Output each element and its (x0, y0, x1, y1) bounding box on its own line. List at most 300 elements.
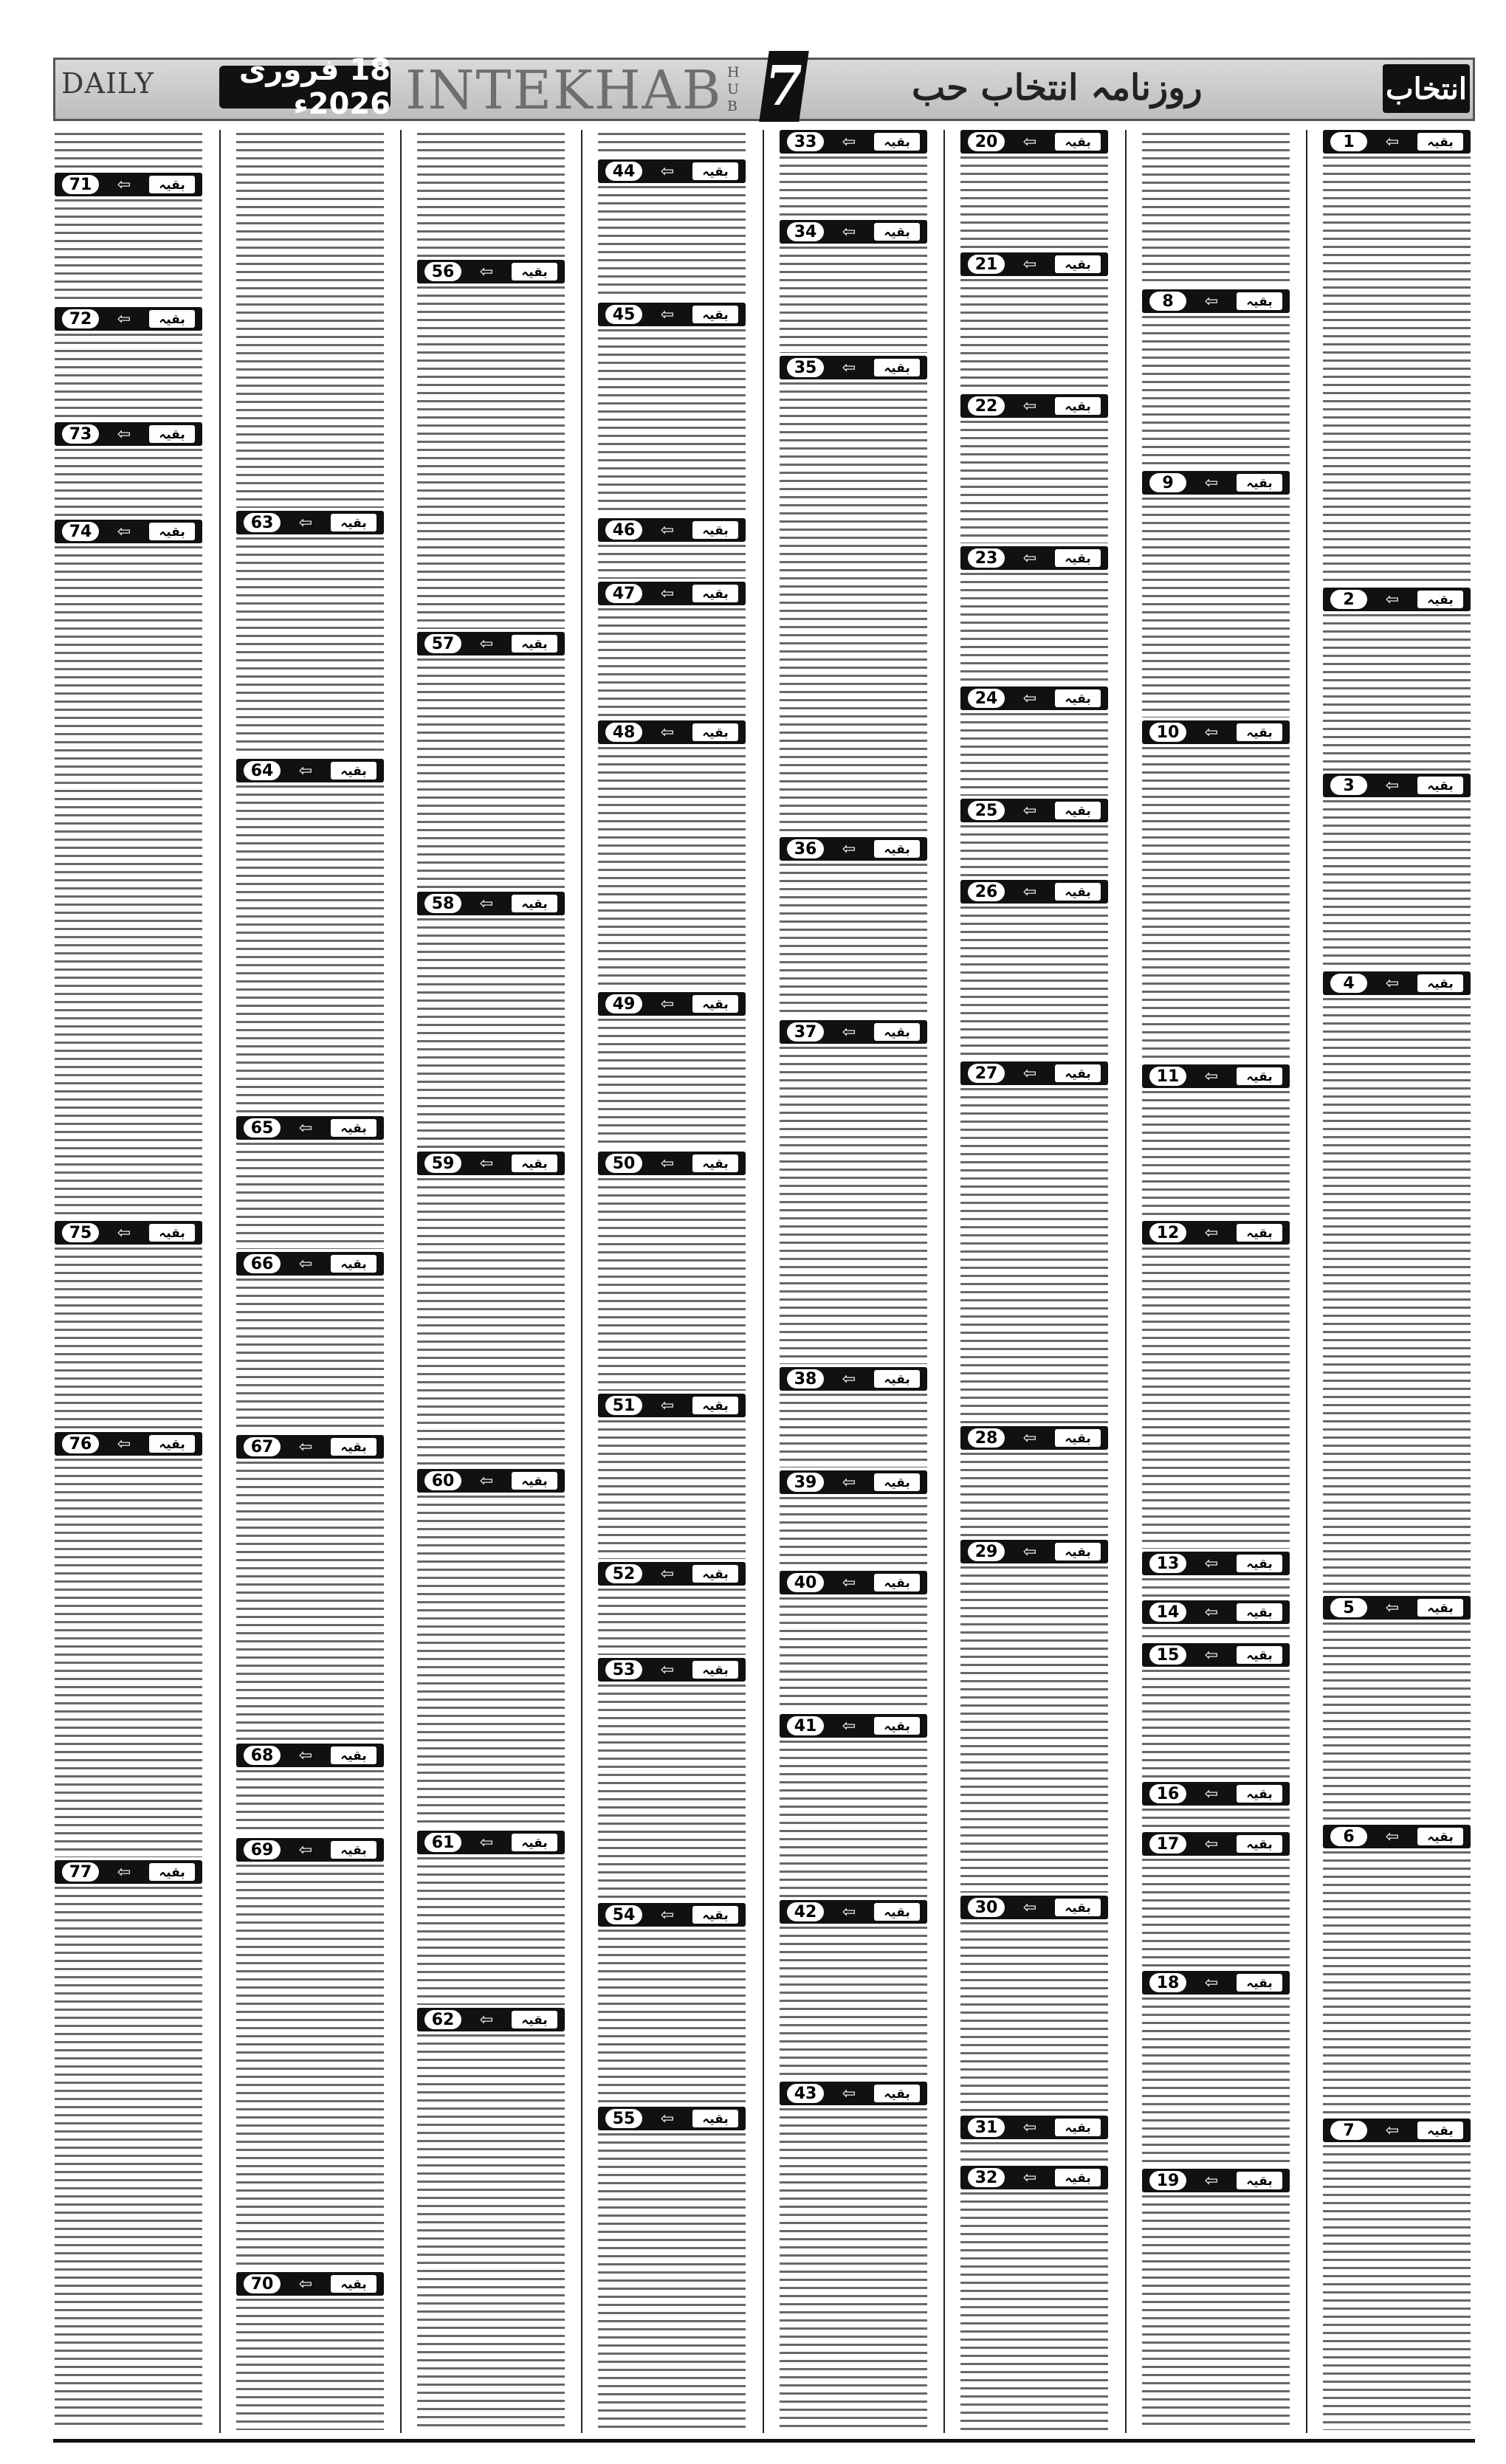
continuation-word: بقیہ (512, 263, 557, 281)
continuation-marker (1142, 1221, 1290, 1245)
continuation-marker (960, 2116, 1108, 2139)
continuation-number: 61 (424, 1833, 461, 1852)
continuation-word: بقیہ (692, 585, 738, 602)
continuation-word: بقیہ (1055, 397, 1101, 415)
arrow-left-icon: ⇦ (1204, 1784, 1219, 1803)
continuation-number: 25 (968, 801, 1005, 820)
brand-intekhab: INTEKHAB (405, 59, 723, 121)
column-divider (400, 130, 402, 2433)
arrow-left-icon: ⇦ (1022, 689, 1037, 708)
continuation-word: بقیہ (512, 895, 557, 912)
continuation-marker (55, 1221, 202, 1245)
article-text-block (55, 546, 202, 1218)
continuation-word: بقیہ (874, 1370, 920, 1388)
continuation-marker (1323, 130, 1471, 154)
continuation-number: 41 (787, 1716, 824, 1735)
arrow-left-icon: ⇦ (660, 994, 675, 1014)
arrow-left-icon: ⇦ (842, 1473, 856, 1492)
arrow-left-icon: ⇦ (660, 1660, 675, 1679)
arrow-left-icon: ⇦ (1204, 1834, 1219, 1854)
continuation-word: بقیہ (874, 1717, 920, 1735)
continuation-word: بقیہ (874, 2085, 920, 2102)
article-text-block (960, 1453, 1108, 1537)
arrow-left-icon: ⇦ (298, 1746, 313, 1765)
arrow-left-icon: ⇦ (842, 358, 856, 377)
continuation-marker (960, 546, 1108, 570)
article-text-block (960, 421, 1108, 543)
continuation-number: 7 (1330, 2121, 1367, 2140)
arrow-left-icon: ⇦ (117, 522, 131, 541)
continuation-marker (1142, 1064, 1290, 1088)
continuation-marker (780, 220, 927, 244)
continuation-marker (598, 1658, 746, 1682)
continuation-number: 71 (62, 175, 99, 194)
continuation-marker (960, 1426, 1108, 1450)
article-text-block (960, 279, 1108, 391)
arrow-left-icon: ⇦ (660, 305, 675, 324)
arrow-left-icon: ⇦ (1022, 1428, 1037, 1448)
continuation-number: 62 (424, 2010, 461, 2029)
article-text-block (1142, 316, 1290, 468)
article-text-block (960, 1088, 1108, 1423)
continuation-number: 9 (1149, 473, 1186, 492)
arrow-left-icon: ⇦ (117, 1862, 131, 1882)
article-text-block (236, 1279, 384, 1432)
continuation-word: بقیہ (1055, 2119, 1101, 2136)
continuation-number: 77 (62, 1862, 99, 1882)
continuation-word: بقیہ (692, 1565, 738, 1583)
continuation-number: 4 (1330, 974, 1367, 993)
continuation-marker (780, 837, 927, 861)
article-text-block (960, 713, 1108, 796)
article-text-block (1323, 800, 1471, 968)
continuation-number: 19 (1149, 2171, 1186, 2190)
continuation-marker (960, 2166, 1108, 2189)
continuation-word: بقیہ (692, 306, 738, 323)
continuation-word: بقیہ (1237, 1785, 1282, 1803)
continuation-marker (960, 686, 1108, 710)
continuation-word: بقیہ (331, 2275, 376, 2293)
continuation-word: بقیہ (149, 1863, 195, 1881)
arrow-left-icon: ⇦ (479, 1471, 494, 1490)
continuation-marker (780, 1900, 927, 1924)
arrow-left-icon: ⇦ (1204, 1645, 1219, 1665)
continuation-word: بقیہ (692, 1661, 738, 1679)
continuation-marker (55, 173, 202, 196)
arrow-left-icon: ⇦ (117, 175, 131, 194)
article-text-block (417, 1857, 565, 2005)
article-text-block (780, 1597, 927, 1711)
continuation-marker (960, 799, 1108, 822)
column-divider (943, 130, 945, 2433)
continuation-marker (1323, 1596, 1471, 1620)
article-text-block (598, 608, 746, 717)
continuation-number: 50 (605, 1154, 642, 1173)
continuation-number: 30 (968, 1898, 1005, 1917)
continuation-marker (236, 1744, 384, 1767)
arrow-left-icon: ⇦ (1204, 1973, 1219, 1992)
arrow-left-icon: ⇦ (842, 1022, 856, 1042)
arrow-left-icon: ⇦ (1385, 590, 1400, 609)
continuation-marker (598, 1394, 746, 1417)
continuation-number: 55 (605, 2109, 642, 2128)
arrow-left-icon: ⇦ (660, 2109, 675, 2128)
article-text-block (1323, 1851, 1471, 2116)
continuation-word: بقیہ (692, 1154, 738, 1172)
continuation-marker (960, 394, 1108, 418)
article-text-block (960, 2192, 1108, 2430)
continuation-word: بقیہ (512, 635, 557, 653)
continuation-number: 37 (787, 1022, 824, 1042)
article-text-block (417, 658, 565, 889)
continuation-number: 44 (605, 162, 642, 181)
continuation-marker (1142, 720, 1290, 744)
continuation-number: 21 (968, 255, 1005, 274)
continuation-number: 10 (1149, 723, 1186, 742)
column-divider (763, 130, 764, 2433)
continuation-word: بقیہ (1237, 1224, 1282, 1242)
article-text-block (236, 1865, 384, 2269)
news-columns (53, 130, 1475, 2433)
continuation-number: 66 (244, 1254, 281, 1273)
article-text-block (1142, 1627, 1290, 1640)
article-text-block (960, 906, 1108, 1059)
article-text-block (960, 2142, 1108, 2163)
continuation-number: 51 (605, 1396, 642, 1415)
arrow-left-icon: ⇦ (1022, 2118, 1037, 2137)
continuation-word: بقیہ (874, 223, 920, 241)
continuation-marker (1142, 1552, 1290, 1575)
article-text-block (598, 1589, 746, 1655)
news-column (232, 130, 388, 2433)
arrow-left-icon: ⇦ (298, 2274, 313, 2293)
article-text-block (55, 199, 202, 304)
arrow-left-icon: ⇦ (1022, 548, 1037, 568)
article-text-block (1142, 1859, 1290, 1968)
continuation-number: 60 (424, 1471, 461, 1490)
arrow-left-icon: ⇦ (117, 309, 131, 328)
footer-rule (53, 2439, 1475, 2443)
arrow-left-icon: ⇦ (479, 1154, 494, 1173)
continuation-number: 27 (968, 1064, 1005, 1083)
article-text-block (598, 747, 746, 989)
continuation-word: بقیہ (1237, 1555, 1282, 1572)
continuation-word: بقیہ (1237, 1603, 1282, 1621)
article-text-block (780, 247, 927, 353)
brand-urdu-title: روزنامہ انتخاب حب (912, 67, 1203, 109)
news-column (1138, 130, 1294, 2433)
continuation-number: 39 (787, 1473, 824, 1492)
article-text-block (598, 1019, 746, 1149)
continuation-number: 45 (605, 305, 642, 324)
continuation-number: 57 (424, 634, 461, 653)
news-column (50, 130, 207, 2433)
arrow-left-icon: ⇦ (1385, 2121, 1400, 2140)
continuation-number: 40 (787, 1573, 824, 1592)
continuation-marker (236, 759, 384, 782)
continuation-number: 47 (605, 584, 642, 603)
article-text-block (780, 1497, 927, 1568)
arrow-left-icon: ⇦ (1204, 1223, 1219, 1242)
continuation-number: 64 (244, 761, 281, 780)
arrow-left-icon: ⇦ (1022, 1898, 1037, 1917)
arrow-left-icon: ⇦ (1385, 132, 1400, 151)
continuation-marker (780, 130, 927, 154)
article-text-block (598, 2133, 746, 2430)
continuation-marker (1323, 774, 1471, 797)
article-text-block (780, 156, 927, 217)
article-text-block (417, 1496, 565, 1828)
continuation-number: 49 (605, 994, 642, 1014)
article-text-block (55, 334, 202, 419)
continuation-word: بقیہ (149, 1224, 195, 1242)
continuation-number: 56 (424, 262, 461, 281)
continuation-word: بقیہ (1055, 2169, 1101, 2186)
arrow-left-icon: ⇦ (1204, 292, 1219, 311)
continuation-word: بقیہ (1237, 1835, 1282, 1853)
news-column (594, 130, 750, 2433)
continuation-marker (1323, 971, 1471, 995)
article-text-block (1142, 1578, 1290, 1597)
continuation-marker (55, 1432, 202, 1456)
continuation-marker (780, 1367, 927, 1391)
continuation-number: 38 (787, 1369, 824, 1388)
continuation-marker (598, 582, 746, 605)
column-divider (581, 130, 582, 2433)
arrow-left-icon: ⇦ (1385, 1598, 1400, 1617)
continuation-number: 46 (605, 520, 642, 540)
arrow-left-icon: ⇦ (660, 1154, 675, 1173)
arrow-left-icon: ⇦ (1385, 776, 1400, 795)
continuation-marker (1323, 2119, 1471, 2142)
arrow-left-icon: ⇦ (1385, 974, 1400, 993)
article-text-block (1323, 156, 1471, 585)
article-text-block (236, 1143, 384, 1249)
newspaper-logo: انتخاب (1383, 64, 1470, 113)
continuation-word: بقیہ (692, 521, 738, 539)
continuation-marker (598, 2107, 746, 2130)
continuation-number: 15 (1149, 1645, 1186, 1665)
continuation-number: 54 (605, 1905, 642, 1924)
article-text-block (1323, 998, 1471, 1593)
arrow-left-icon: ⇦ (479, 262, 494, 281)
continuation-number: 43 (787, 2084, 824, 2103)
article-text-block (780, 1047, 927, 1364)
article-text-block (1142, 498, 1290, 717)
continuation-marker (598, 992, 746, 1016)
continuation-marker (236, 1435, 384, 1459)
news-column (775, 130, 932, 2433)
continuation-word: بقیہ (692, 2110, 738, 2127)
arrow-left-icon: ⇦ (479, 634, 494, 653)
article-text-block (55, 133, 202, 170)
article-text-block (1142, 2195, 1290, 2430)
continuation-marker (598, 159, 746, 183)
article-text-block (960, 1922, 1108, 2113)
article-text-block (1142, 133, 1290, 286)
arrow-left-icon: ⇦ (660, 584, 675, 603)
continuation-word: بقیہ (1237, 292, 1282, 310)
continuation-word: بقیہ (1055, 255, 1101, 273)
arrow-left-icon: ⇦ (117, 1223, 131, 1242)
continuation-word: بقیہ (874, 1903, 920, 1921)
arrow-left-icon: ⇦ (1022, 1542, 1037, 1561)
continuation-word: بقیہ (1417, 1599, 1463, 1617)
continuation-number: 6 (1330, 1827, 1367, 1846)
arrow-left-icon: ⇦ (1022, 1064, 1037, 1083)
article-text-block (960, 573, 1108, 684)
continuation-word: بقیہ (1055, 802, 1101, 819)
continuation-marker (417, 1831, 565, 1854)
continuation-word: بقیہ (1417, 974, 1463, 992)
continuation-word: بقیہ (692, 162, 738, 180)
continuation-marker (598, 1562, 746, 1586)
arrow-left-icon: ⇦ (660, 1905, 675, 1924)
continuation-word: بقیہ (512, 1154, 557, 1172)
arrow-left-icon: ⇦ (1022, 255, 1037, 274)
continuation-marker (1323, 588, 1471, 611)
continuation-word: بقیہ (1417, 133, 1463, 151)
continuation-number: 11 (1149, 1067, 1186, 1086)
article-text-block (598, 133, 746, 156)
continuation-word: بقیہ (692, 723, 738, 741)
brand-hub-text: HUB (727, 64, 740, 114)
continuation-marker (417, 1152, 565, 1175)
continuation-number: 74 (62, 522, 99, 541)
continuation-number: 52 (605, 1564, 642, 1583)
continuation-marker (780, 1470, 927, 1494)
continuation-number: 73 (62, 424, 99, 444)
continuation-marker (960, 1896, 1108, 1919)
article-text-block (1142, 1248, 1290, 1549)
continuation-marker (780, 1020, 927, 1044)
continuation-number: 8 (1149, 292, 1186, 311)
brand-hub (724, 64, 740, 115)
continuation-number: 42 (787, 1902, 824, 1921)
continuation-marker (780, 356, 927, 379)
continuation-number: 1 (1330, 132, 1367, 151)
continuation-number: 17 (1149, 1834, 1186, 1854)
article-text-block (417, 1178, 565, 1466)
article-text-block (1142, 1670, 1290, 1779)
continuation-number: 12 (1149, 1223, 1186, 1242)
continuation-marker (598, 720, 746, 744)
continuation-marker (1142, 1600, 1290, 1624)
continuation-word: بقیہ (1417, 2121, 1463, 2139)
continuation-marker (236, 511, 384, 534)
continuation-number: 26 (968, 882, 1005, 901)
continuation-word: بقیہ (1237, 723, 1282, 741)
continuation-marker (598, 1152, 746, 1175)
article-text-block (598, 329, 746, 515)
continuation-word: بقیہ (149, 425, 195, 443)
continuation-marker (1142, 289, 1290, 313)
arrow-left-icon: ⇦ (660, 1564, 675, 1583)
continuation-marker (960, 880, 1108, 904)
article-text-block (1142, 1809, 1290, 1829)
arrow-left-icon: ⇦ (479, 1833, 494, 1852)
continuation-word: بقیہ (1055, 883, 1101, 901)
article-text-block (417, 133, 565, 257)
continuation-marker (1142, 471, 1290, 495)
continuation-marker (417, 260, 565, 283)
brand-daily: DAILY (61, 67, 154, 100)
continuation-marker (417, 2008, 565, 2031)
column-divider (219, 130, 221, 2433)
continuation-number: 32 (968, 2168, 1005, 2187)
continuation-word: بقیہ (692, 995, 738, 1013)
continuation-word: بقیہ (1055, 1064, 1101, 1082)
arrow-left-icon: ⇦ (1204, 1067, 1219, 1086)
continuation-number: 67 (244, 1437, 281, 1456)
continuation-word: بقیہ (1055, 133, 1101, 151)
article-text-block (598, 1420, 746, 1559)
continuation-number: 13 (1149, 1554, 1186, 1573)
arrow-left-icon: ⇦ (842, 1369, 856, 1388)
continuation-number: 14 (1149, 1603, 1186, 1622)
article-text-block (1142, 747, 1290, 1061)
continuation-word: بقیہ (1055, 1543, 1101, 1560)
continuation-number: 76 (62, 1434, 99, 1453)
continuation-word: بقیہ (331, 1438, 376, 1456)
continuation-number: 2 (1330, 590, 1367, 609)
continuation-word: بقیہ (1055, 1899, 1101, 1916)
continuation-word: بقیہ (692, 1397, 738, 1414)
continuation-number: 31 (968, 2118, 1005, 2137)
continuation-word: بقیہ (1417, 777, 1463, 794)
continuation-word: بقیہ (874, 1473, 920, 1491)
continuation-marker (960, 252, 1108, 276)
continuation-word: بقیہ (512, 2011, 557, 2028)
continuation-number: 65 (244, 1118, 281, 1138)
continuation-marker (236, 2272, 384, 2296)
continuation-word: بقیہ (149, 523, 195, 540)
article-text-block (780, 2108, 927, 2430)
article-text-block (780, 1741, 927, 1897)
continuation-marker (598, 1903, 746, 1927)
continuation-word: بقیہ (331, 1255, 376, 1273)
continuation-word: بقیہ (692, 1906, 738, 1924)
arrow-left-icon: ⇦ (1022, 801, 1037, 820)
article-text-block (780, 1927, 927, 2079)
arrow-left-icon: ⇦ (842, 1573, 856, 1592)
article-text-block (236, 133, 384, 508)
article-text-block (417, 918, 565, 1149)
continuation-marker (236, 1838, 384, 1862)
article-text-block (598, 1684, 746, 1900)
arrow-left-icon: ⇦ (842, 132, 856, 151)
continuation-number: 63 (244, 513, 281, 532)
continuation-word: بقیہ (512, 1834, 557, 1851)
column-divider (1306, 130, 1307, 2433)
article-text-block (236, 2299, 384, 2430)
continuation-number: 3 (1330, 776, 1367, 795)
article-text-block (417, 2034, 565, 2430)
continuation-marker (1142, 2169, 1290, 2192)
arrow-left-icon: ⇦ (1204, 1554, 1219, 1573)
continuation-number: 23 (968, 548, 1005, 568)
continuation-word: بقیہ (1417, 1828, 1463, 1845)
continuation-word: بقیہ (331, 1841, 376, 1859)
continuation-number: 59 (424, 1154, 461, 1173)
continuation-word: بقیہ (874, 1574, 920, 1591)
continuation-number: 5 (1330, 1598, 1367, 1617)
continuation-marker (1323, 1825, 1471, 1848)
continuation-word: بقیہ (331, 1747, 376, 1764)
arrow-left-icon: ⇦ (1204, 2171, 1219, 2190)
arrow-left-icon: ⇦ (1204, 473, 1219, 492)
continuation-number: 34 (787, 222, 824, 241)
